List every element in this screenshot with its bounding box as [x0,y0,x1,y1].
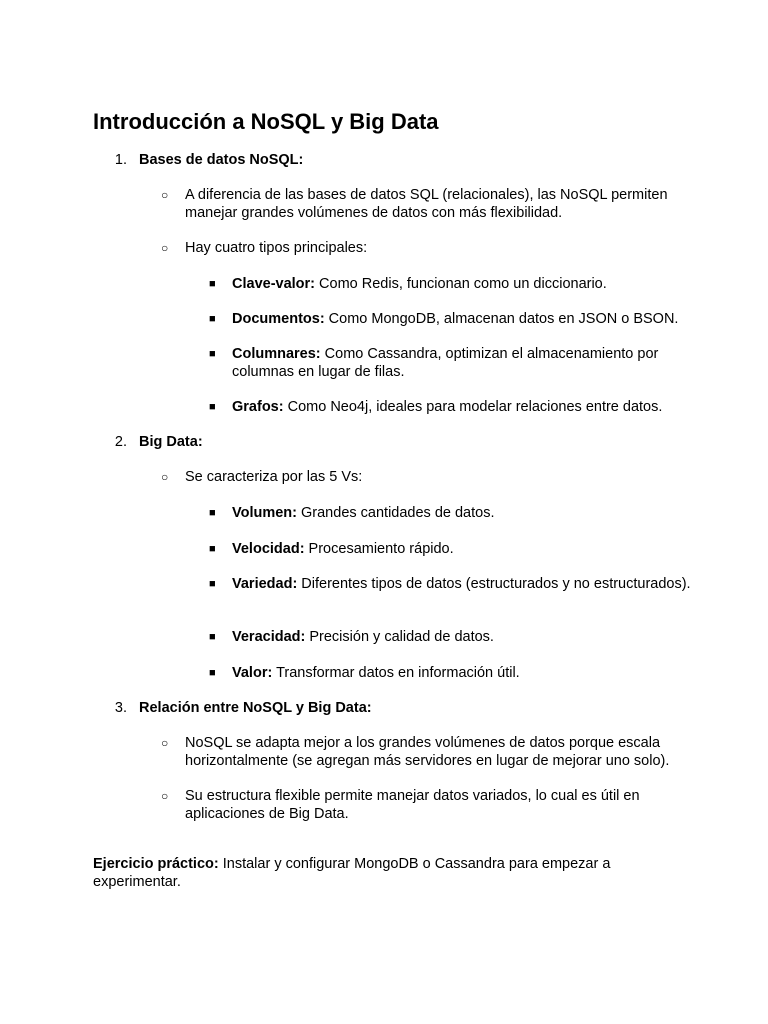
list-item: Se caracteriza por las 5 Vs: [185,469,363,485]
sub-list-item: Veracidad: Precisión y calidad de datos. [232,629,494,645]
square-bullet-icon: ■ [209,313,216,325]
exercise-paragraph: Ejercicio práctico: Instalar y configurar MongoDB o Cassandra para empezar a experimentar. [93,856,611,890]
section-heading: Bases de datos NoSQL: [139,152,304,168]
list-number: 2. [114,434,127,450]
document-title: Introducción a NoSQL y Big Data [93,109,439,134]
list-item: NoSQL se adapta mejor a los grandes volúmenes de datos porque escala horizontalmente (se agregan más servidores en lugar de mejorar uno solo). [185,735,670,769]
section-heading: Big Data: [139,434,203,450]
sub-list-item: Documentos: Como MongoDB, almacenan datos en JSON o BSON. [232,311,679,327]
circle-bullet-icon: ○ [161,789,169,803]
square-bullet-icon: ■ [209,667,216,679]
sub-list-item: Grafos: Como Neo4j, ideales para modelar relaciones entre datos. [232,399,663,415]
list-number: 3. [114,700,127,716]
circle-bullet-icon: ○ [161,188,169,202]
list-item: Su estructura flexible permite manejar datos variados, lo cual es útil en aplicaciones de Big Data. [185,788,640,822]
list-item: Hay cuatro tipos principales: [185,240,368,256]
circle-bullet-icon: ○ [161,736,169,750]
square-bullet-icon: ■ [209,278,216,290]
circle-bullet-icon: ○ [161,470,169,484]
sub-list-item: Columnares: Como Cassandra, optimizan el almacenamiento por columnas en lugar de filas. [232,346,659,380]
sub-list-item: Valor: Transformar datos en información útil. [232,665,520,681]
square-bullet-icon: ■ [209,543,216,555]
sub-list-item: Variedad: Diferentes tipos de datos (estructurados y no estructurados). [232,576,691,592]
square-bullet-icon: ■ [209,631,216,643]
sub-list-item: Volumen: Grandes cantidades de datos. [232,505,495,521]
square-bullet-icon: ■ [209,401,216,413]
square-bullet-icon: ■ [209,507,216,519]
square-bullet-icon: ■ [209,348,216,360]
sub-list-item: Clave-valor: Como Redis, funcionan como un diccionario. [232,276,607,292]
list-item: A diferencia de las bases de datos SQL (relacionales), las NoSQL permiten manejar grandes volúmenes de datos con más flexibilidad. [185,187,668,221]
circle-bullet-icon: ○ [161,241,169,255]
square-bullet-icon: ■ [209,578,216,590]
sub-list-item: Velocidad: Procesamiento rápido. [232,541,454,557]
section-heading: Relación entre NoSQL y Big Data: [139,700,372,716]
list-number: 1. [114,152,127,168]
